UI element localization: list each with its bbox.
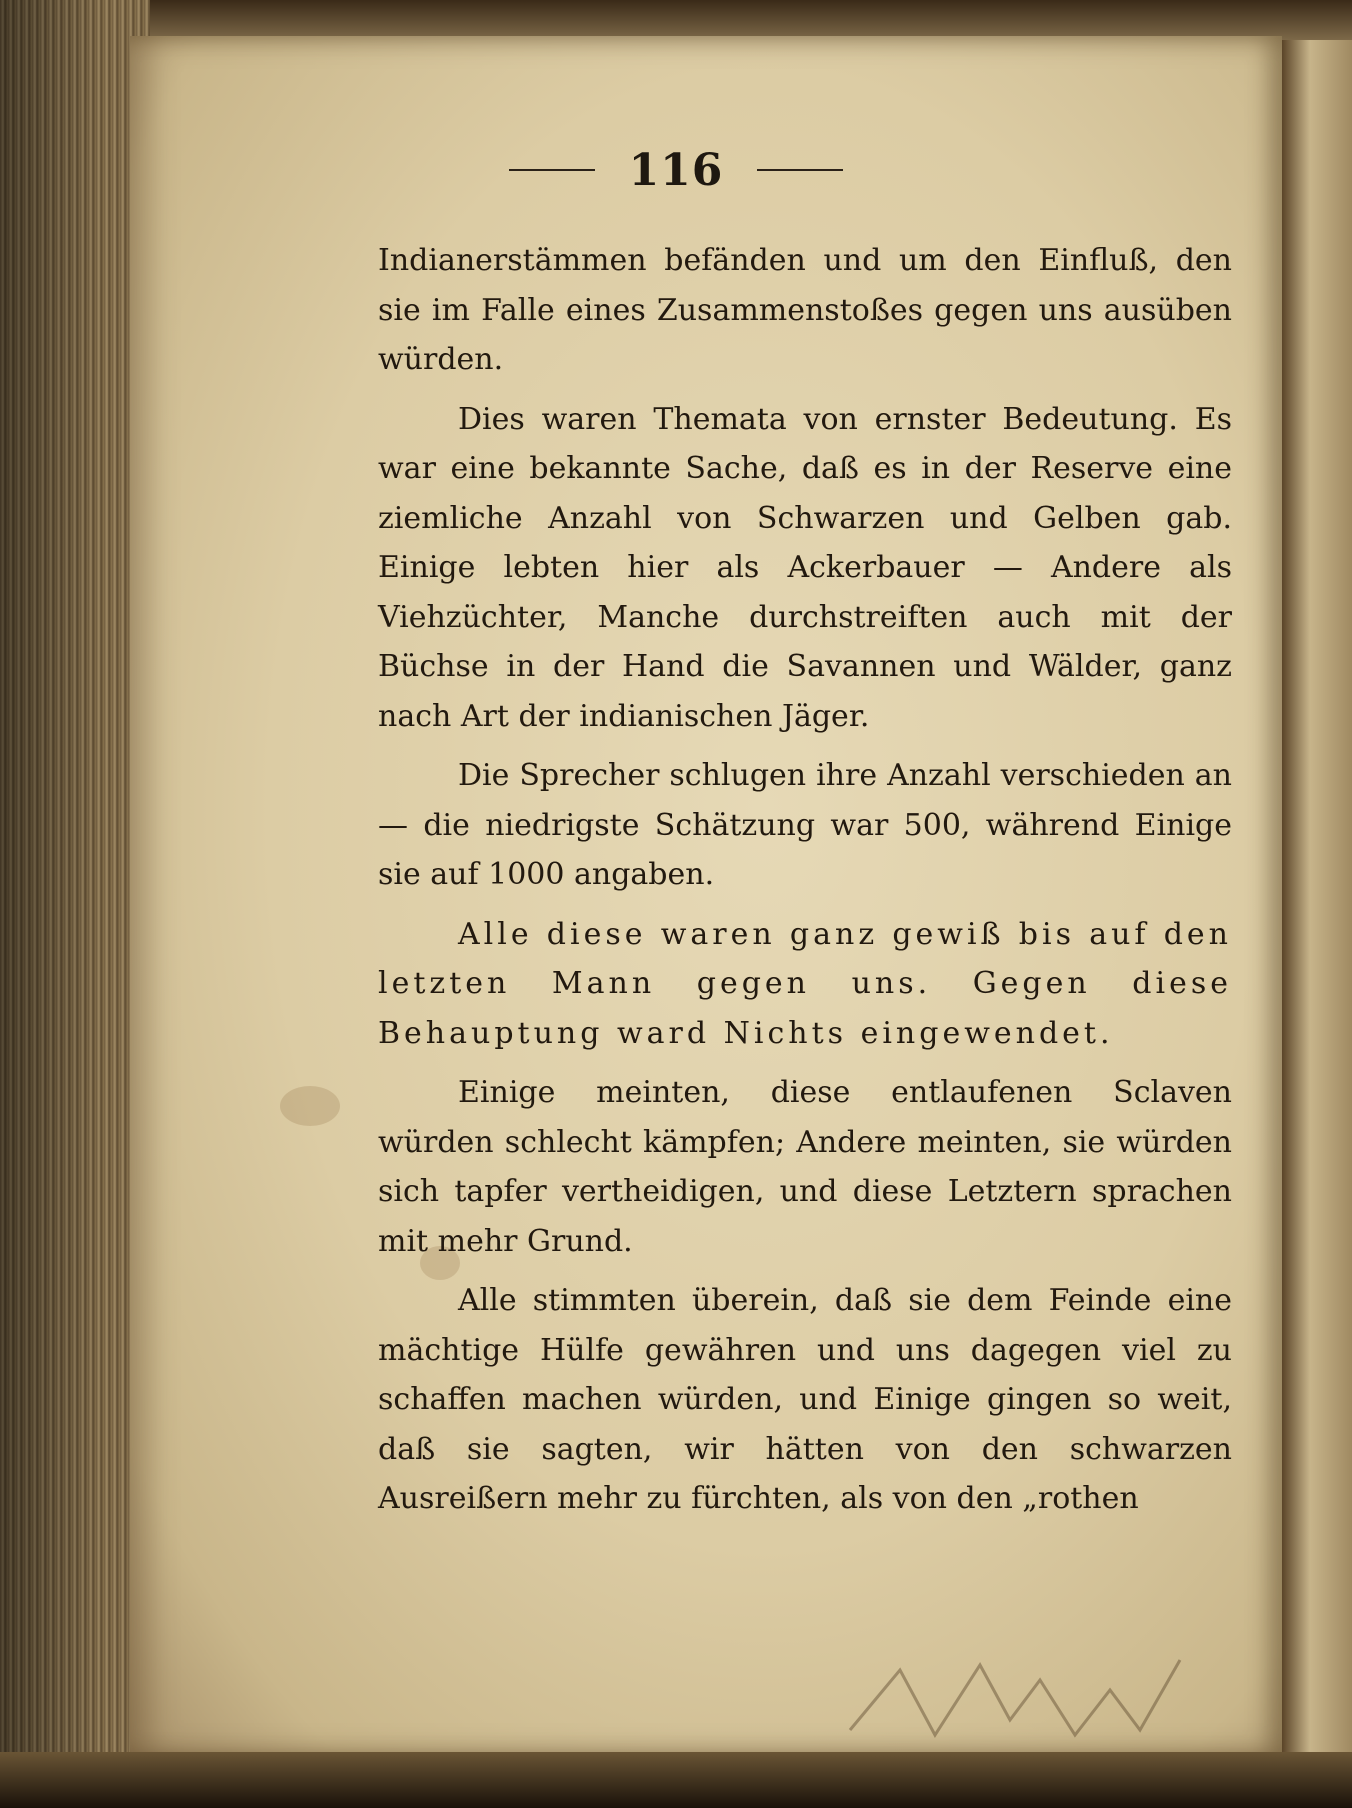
paragraph-2: Dies waren Themata von ernster Bedeutung. Es war eine bekannte Sache, daß es in der Reserve eine ziemliche Anzahl von Schwarzen und Gelben gab. Einige lebten hier als Ackerbauer — Andere als Viehzüchter, Manche durchstreiften auch mit der Büchse in der Hand die Savannen und Wälder, ganz nach Art der indianischen Jäger. xyxy=(378,401,1232,734)
page-header xyxy=(0,140,1352,200)
book-edge-shadow xyxy=(0,0,150,1808)
paragraph-1: Indianerstämmen befänden und um den Einfluß, den sie im Falle eines Zusammenstoßes gegen uns ausüben würden. xyxy=(378,243,1232,377)
header-rule-left xyxy=(509,169,595,171)
facing-page-strip xyxy=(1282,40,1352,1760)
book-bottom-edge xyxy=(0,1752,1352,1808)
pencil-scribble-mark xyxy=(840,1640,1200,1750)
paper-stain xyxy=(280,1086,340,1126)
paragraph-4: Alle diese waren ganz gewiß bis auf den letzten Mann gegen uns. Gegen diese Behauptung ward Nichts eingewendet. xyxy=(378,916,1232,1051)
paragraph-3: Die Sprecher schlugen ihre Anzahl verschieden an — die niedrigste Schätzung war 500, während Einige sie auf 1000 angaben. xyxy=(378,758,1232,892)
header-rule-right xyxy=(757,169,843,171)
paragraph-5: Einige meinten, diese entlaufenen Sclaven würden schlecht kämpfen; Andere meinten, sie würden sich tapfer vertheidigen, und diese Letztern sprachen mit mehr Grund. xyxy=(378,1075,1232,1259)
paragraph-6: Alle stimmten überein, daß sie dem Feinde eine mächtige Hülfe gewähren und uns dagegen viel zu schaffen machen würden, und Einige gingen so weit, daß sie sagten, wir hätten von den schwarzen Ausreißern mehr zu fürchten, als von den „rothen xyxy=(378,1283,1232,1516)
body-text xyxy=(378,236,1232,1534)
page-number: 116 xyxy=(628,144,724,196)
